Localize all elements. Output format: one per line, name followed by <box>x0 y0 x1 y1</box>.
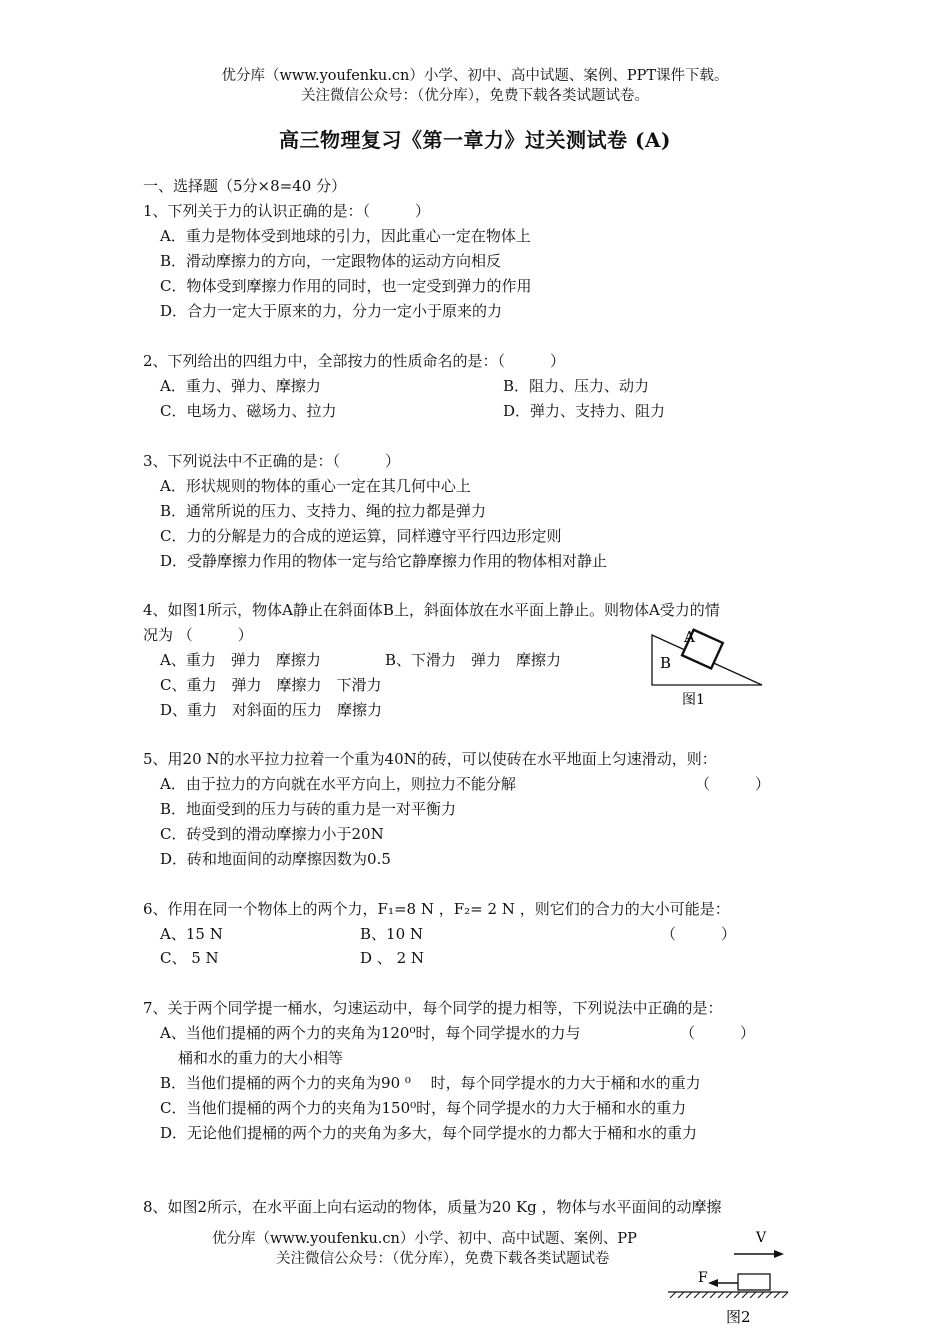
question-4-option-d: D、重力 对斜面的压力 摩擦力 <box>160 701 383 719</box>
question-6-option-a: A、15 N <box>160 925 223 943</box>
label-f: F <box>698 1270 708 1286</box>
question-3-stem: 3、下列说法中不正确的是：（ ） <box>143 452 401 470</box>
question-4-stem-cont: 况为 （ ） <box>143 626 253 644</box>
question-4-option-c: C、重力 弹力 摩擦力 下滑力 <box>160 676 382 694</box>
question-5-option-d: D．砖和地面间的动摩擦因数为0.5 <box>160 850 391 868</box>
label-a: A <box>684 628 695 646</box>
question-7-option-b: B．当他们提桶的两个力的夹角为90 ⁰ 时，每个同学提水的力大于桶和水的重力 <box>160 1074 701 1092</box>
question-1-option-c: C．物体受到摩擦力作用的同时，也一定受到弹力的作用 <box>160 277 532 295</box>
question-3-option-a: A．形状规则的物体的重心一定在其几何中心上 <box>160 477 471 495</box>
section-heading: 一、选择题（5分×8=40 分） <box>143 177 347 195</box>
question-2-option-b: B．阻力、压力、动力 <box>503 377 650 395</box>
block <box>738 1274 770 1290</box>
ground-hatching <box>670 1292 788 1298</box>
figure-2-caption: 图2 <box>726 1308 751 1326</box>
question-6-option-d: D 、 2 N <box>360 949 424 967</box>
question-4-option-a: A、重力 弹力 摩擦力 <box>160 651 321 669</box>
question-7-option-a: A、当他们提桶的两个力的夹角为120⁰时，每个同学提水的力与 <box>160 1024 581 1042</box>
question-2-option-a: A．重力、弹力、摩擦力 <box>160 377 321 395</box>
question-6-option-b: B、10 N <box>360 925 424 943</box>
question-3-option-b: B．通常所说的压力、支持力、绳的拉力都是弹力 <box>160 502 487 520</box>
question-2-stem: 2、下列给出的四组力中，全部按力的性质命名的是：（ ） <box>143 352 566 370</box>
page-title: 高三物理复习《第一章力》过关测试卷 (A) <box>279 128 671 152</box>
figure-1-caption: 图1 <box>682 692 705 708</box>
label-v: V <box>756 1230 767 1246</box>
question-4-option-b: B、下滑力 弹力 摩擦力 <box>385 651 562 669</box>
question-3-option-c: C．力的分解是力的合成的逆运算，同样遵守平行四边形定则 <box>160 527 562 545</box>
question-1-stem: 1、下列关于力的认识正确的是：（ ） <box>143 202 431 220</box>
header-line-2: 关注微信公众号：（优分库），免费下载各类试题试卷。 <box>301 88 649 104</box>
question-8-stem: 8、如图2所示，在水平面上向右运动的物体，质量为20 Kg ，物体与水平面间的动摩擦 <box>143 1198 722 1216</box>
question-7-option-d: D．无论他们提桶的两个力的夹角为多大，每个同学提水的力都大于桶和水的重力 <box>160 1124 698 1142</box>
question-5-option-b: B．地面受到的压力与砖的重力是一对平衡力 <box>160 800 457 818</box>
question-1-option-a: A．重力是物体受到地球的引力，因此重心一定在物体上 <box>160 227 531 245</box>
footer-line-2: 关注微信公众号：（优分库），免费下载各类试题试卷 <box>276 1251 610 1267</box>
figure-1-incline <box>640 615 770 715</box>
question-3-option-d: D．受静摩擦力作用的物体一定与给它静摩擦力作用的物体相对静止 <box>160 552 608 570</box>
question-5-option-a: A．由于拉力的方向就在水平方向上，则拉力不能分解 <box>160 775 516 793</box>
question-2-option-d: D．弹力、支持力、阻力 <box>503 402 666 420</box>
question-6-answer-blank: （ ） <box>661 925 737 943</box>
label-b: B <box>660 654 672 672</box>
figure-2-block <box>660 1226 790 1342</box>
question-5-answer-blank: （ ） <box>695 775 771 793</box>
question-7-option-c: C．当他们提桶的两个力的夹角为150⁰时，每个同学提水的力大于桶和水的重力 <box>160 1099 687 1117</box>
question-7-answer-blank: （ ） <box>680 1024 756 1042</box>
question-2-option-c: C．电场力、磁场力、拉力 <box>160 402 337 420</box>
force-arrow-head <box>708 1279 718 1287</box>
question-4-stem: 4、如图1所示，物体A静止在斜面体B上，斜面体放在水平面上静止。则物体A受力的情 <box>143 601 720 619</box>
velocity-arrow-head <box>774 1250 784 1258</box>
question-5-option-c: C．砖受到的滑动摩擦力小于20N <box>160 825 384 843</box>
question-7-option-a-cont: 桶和水的重力的大小相等 <box>178 1049 344 1067</box>
question-7-stem: 7、关于两个同学提一桶水，匀速运动中，每个同学的提力相等，下列说法中正确的是： <box>143 999 723 1017</box>
question-1-option-b: B．滑动摩擦力的方向，一定跟物体的运动方向相反 <box>160 252 502 270</box>
question-6-stem: 6、作用在同一个物体上的两个力，F₁=8 N ，F₂= 2 N ，则它们的合力的大小可能是： <box>143 900 730 918</box>
question-5-stem: 5、用20 N的水平拉力拉着一个重为40N的砖，可以使砖在水平地面上匀速滑动，则： <box>143 750 717 768</box>
footer-line-1: 优分库（www.youfenku.cn）小学、初中、高中试题、案例、PP <box>212 1231 637 1247</box>
question-6-option-c: C、 5 N <box>160 949 219 967</box>
question-1-option-d: D．合力一定大于原来的力，分力一定小于原来的力 <box>160 302 503 320</box>
header-line-1: 优分库（www.youfenku.cn）小学、初中、高中试题、案例、PPT课件下载。 <box>221 68 729 84</box>
